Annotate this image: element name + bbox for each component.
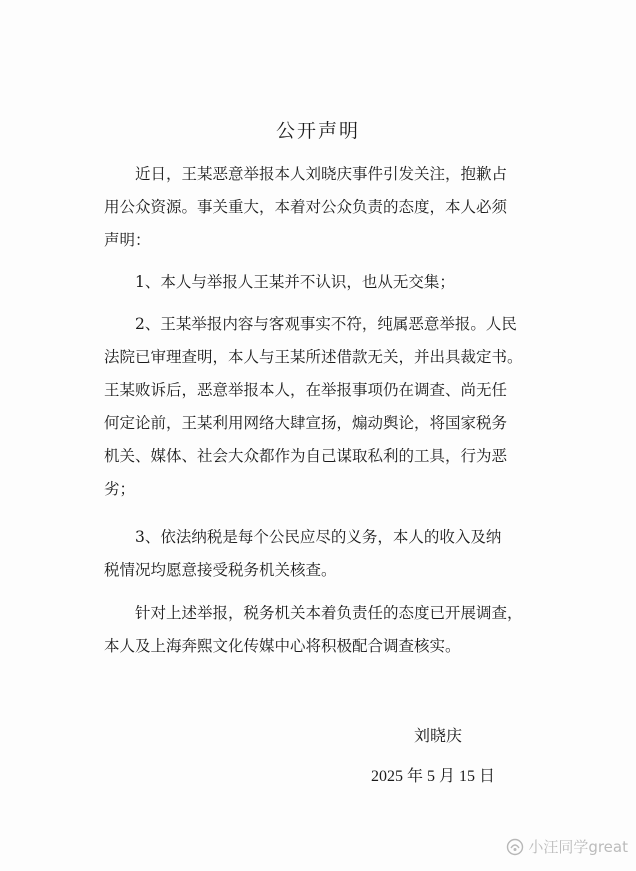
paragraph-point-2 [104, 308, 524, 506]
paragraph-line: 声明： [104, 231, 151, 249]
platform-logo-icon [506, 838, 524, 856]
paragraph-line: 近日，王某恶意举报本人刘晓庆事件引发关注，抱歉占 [104, 165, 508, 183]
paragraph-line: 2、王某举报内容与客观事实不符，纯属恶意举报。人民 [104, 315, 517, 333]
paragraph-intro [104, 158, 524, 257]
paragraph-line: 本人及上海奔熙文化传媒中心将积极配合调查核实。 [104, 637, 461, 655]
paragraph-point-3 [104, 521, 524, 587]
paragraph-line: 劣； [104, 480, 136, 498]
paragraph-line: 针对上述举报，税务机关本着负责任的态度已开展调查， [104, 604, 523, 622]
watermark [506, 836, 628, 857]
paragraph-line: 税情况均愿意接受税务机关核查。 [104, 561, 337, 579]
signature-name: 刘晓庆 [414, 726, 463, 745]
document-title: 公开声明 [275, 120, 360, 142]
paragraph-line: 法院已审理查明，本人与王某所述借款无关，并出具裁定书。 [104, 348, 523, 366]
paragraph-line: 3、依法纳税是每个公民应尽的义务，本人的收入及纳 [104, 528, 502, 546]
watermark-text: 小汪同学great [528, 838, 628, 856]
paragraph-line: 1、本人与举报人王某并不认识，也从无交集； [104, 273, 455, 291]
paragraph-line: 用公众资源。事关重大，本着对公众负责的态度，本人必须 [104, 198, 508, 216]
signature-date: 2025 年 5 月 15 日 [371, 768, 496, 785]
paragraph-point-1 [104, 266, 524, 299]
paragraph-line: 何定论前，王某利用网络大肆宣扬，煽动舆论，将国家税务 [104, 414, 508, 432]
paragraph-closing [104, 597, 524, 663]
paragraph-line: 王某败诉后，恶意举报本人，在举报事项仍在调查、尚无任 [104, 381, 508, 399]
paragraph-line: 机关、媒体、社会大众都作为自己谋取私利的工具，行为恶 [104, 447, 508, 465]
